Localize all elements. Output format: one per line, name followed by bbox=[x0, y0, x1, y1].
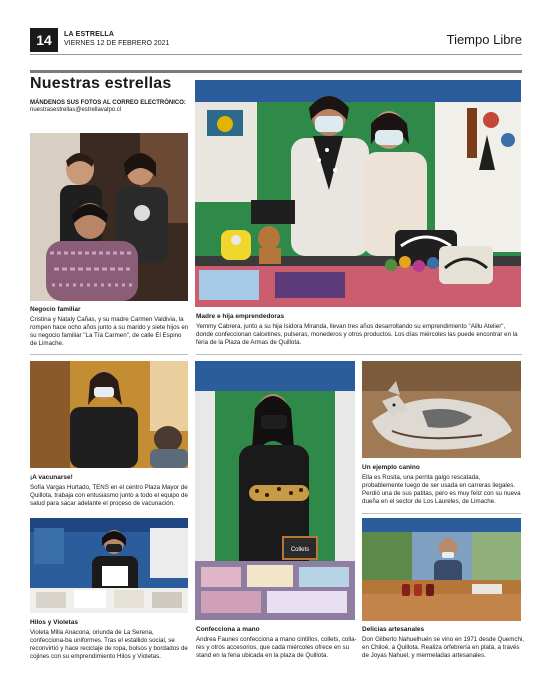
caption-body: Yemmy Cabrera, junto a su hija Isidora Miranda, llevan tres años desarrollando su emprendimiento "Aillu Atelier", donde confeccionan calcetines, pulseras, monederos y otros productos. Los días miércoles las puede encontrar en la feria de la Plaza de Armas de Quillota. bbox=[196, 323, 518, 346]
caption-body: Andrea Faunes confecciona a mano cintillos, collets, colla-res y otros accesorios, que cada miércoles ofrece en su stand en la feria ubicada en la plaza de Quillota. bbox=[196, 636, 357, 659]
page-number: 14 bbox=[30, 28, 58, 52]
caption-body: Sofía Vargas Hurtado, TENS en el centro Plaza Mayor de Quillota, trabaja con entusiasmo junto a todo el equipo de salud para sacar adelante el proceso de vacunación. bbox=[30, 484, 188, 507]
contact-label: MÁNDENOS SUS FOTOS AL CORREO ELECTRÓNICO: bbox=[30, 100, 186, 106]
caption-dog bbox=[362, 464, 522, 506]
photo-threads-violets bbox=[30, 518, 188, 613]
photo-family-business bbox=[30, 133, 188, 301]
caption-family-business bbox=[30, 306, 190, 348]
caption-headline: Un ejemplo canino bbox=[362, 464, 420, 471]
column-divider bbox=[30, 354, 188, 355]
photo-vaccination bbox=[30, 361, 188, 468]
publication-date: VIERNES 12 DE FEBRERO 2021 bbox=[64, 40, 170, 47]
page-title: Nuestras estrellas bbox=[30, 75, 172, 92]
caption-artisan-delicacies bbox=[362, 626, 524, 660]
photo-handmade bbox=[195, 361, 355, 620]
column-divider bbox=[362, 513, 521, 514]
caption-handmade bbox=[196, 626, 358, 660]
publication-name: LA ESTRELLA bbox=[64, 31, 115, 38]
caption-vaccination bbox=[30, 474, 190, 508]
caption-body: Cristina y Nataly Cañas, y su madre Carmen Valdivia, la rompen hace ocho años junto a su marido y siete hijos en su negocio familiar "La Tía Carmen", de calle El Espino de Limache. bbox=[30, 316, 189, 347]
caption-headline: Hilos y Violetas bbox=[30, 619, 78, 626]
caption-body: Violeta Milla Anacona, oriunda de La Serena, confecciona-ba uniformes. Tras el estallido social, se reconvirtió y hace reciclaje de ropa, bolsos y bordados de cojines con su emprendimiento Hilos y Violetas. bbox=[30, 629, 188, 660]
caption-headline: Delicias artesanales bbox=[362, 626, 425, 633]
caption-headline: ¡A vacunarse! bbox=[30, 474, 73, 481]
caption-body: Don Gilberto Nahuelhuén se vino en 1971 desde Quemchi, en Chiloé, a Quillota. Realiza orfebrería en plata, a través de Joyas Nahuel, y mermeladas artesanales. bbox=[362, 636, 525, 659]
collets-sign-text: Collets bbox=[290, 547, 310, 553]
caption-headline: Confecciona a mano bbox=[196, 626, 260, 633]
caption-threads-violets bbox=[30, 619, 190, 661]
title-divider bbox=[30, 70, 522, 73]
header-divider bbox=[30, 54, 522, 55]
column-divider bbox=[196, 354, 522, 355]
caption-headline: Madre e hija emprendedoras bbox=[196, 313, 285, 320]
page-header bbox=[30, 28, 522, 52]
caption-mother-daughter bbox=[196, 313, 522, 347]
section-title: Tiempo Libre bbox=[446, 32, 522, 47]
caption-headline: Negocio familiar bbox=[30, 306, 81, 313]
photo-artisan-delicacies bbox=[362, 518, 521, 621]
caption-body: Ella es Rosita, una perrita galgo rescatada, probablemente luego de ser usada en carreras ilegales. Perdió una de sus patitas, pero es muy feliz con su nueva dueña en el sector de Los Laureles, de Limache. bbox=[362, 474, 521, 505]
photo-dog bbox=[362, 361, 521, 458]
contact-email[interactable]: nuestrasestrellas@estrellavalpo.cl bbox=[30, 107, 122, 113]
photo-mother-daughter bbox=[195, 80, 521, 307]
